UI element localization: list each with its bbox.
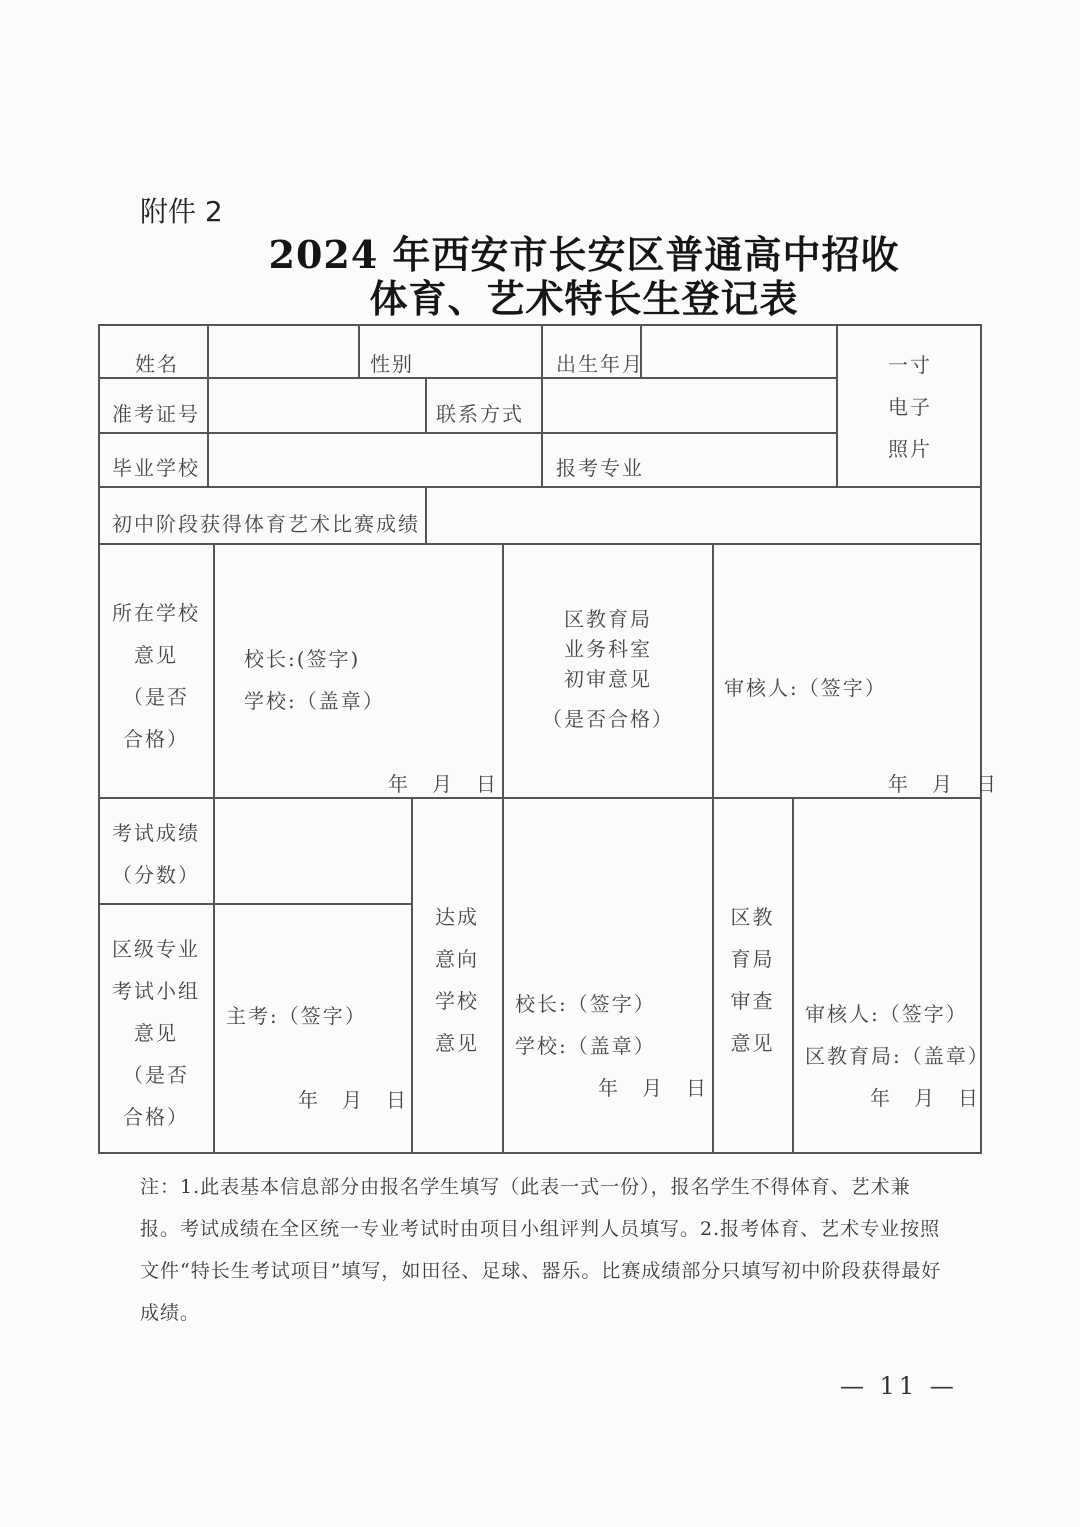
table-rule xyxy=(836,324,838,488)
table-rule xyxy=(541,432,543,488)
table-rule xyxy=(792,797,794,1154)
reviewer-signature: 审核人:（签字） xyxy=(724,676,887,700)
table-rule xyxy=(98,797,982,799)
date-field: 年 月 日 xyxy=(870,1086,980,1110)
target-school-label: 达成 意向 学校 意见 xyxy=(435,905,479,1055)
examiner-signature: 主考:（签字） xyxy=(226,1004,367,1028)
reviewer-signature: 审核人:（签字） xyxy=(805,1002,968,1026)
table-rule xyxy=(98,432,838,434)
school-opinion-label: 所在学校 意见 （是否 合格） xyxy=(112,601,200,751)
table-rule xyxy=(98,377,838,379)
date-field: 年 月 日 xyxy=(298,1088,408,1112)
attachment-label: 附件 2 xyxy=(140,195,223,228)
date-field: 年 月 日 xyxy=(388,772,498,796)
school-label: 毕业学校 xyxy=(112,456,200,480)
table-border xyxy=(98,324,982,326)
exam-id-label: 准考证号 xyxy=(112,402,200,426)
table-rule xyxy=(541,324,543,379)
date-field: 年 月 日 xyxy=(888,772,998,796)
table-rule xyxy=(358,324,360,379)
form-notes: 注：1.此表基本信息部分由报名学生填写（此表一式一份），报名学生不得体育、艺术兼报。考试成绩在全区统一专业考试时由项目小组评判人员填写。2.报考体育、艺术专业按照文件“特长生考试项目”填写，如田径、足球、器乐。比赛成绩部分只填写初中阶段获得最好成绩。 xyxy=(140,1176,942,1324)
bureau-seal: 区教育局:（盖章） xyxy=(805,1044,990,1068)
table-rule xyxy=(541,377,543,434)
contact-label: 联系方式 xyxy=(436,402,524,426)
district-group-label: 区级专业 考试小组 意见 （是否 合格） xyxy=(112,937,200,1129)
school-seal: 学校:（盖章） xyxy=(515,1034,656,1058)
bureau-review-label: 区教 育局 审查 意见 xyxy=(730,905,775,1055)
name-label: 姓名 xyxy=(135,352,179,376)
birth-label: 出生年月 xyxy=(556,352,644,376)
photo-label: 一寸 电子 照片 xyxy=(888,353,932,461)
table-rule xyxy=(98,903,411,905)
achievements-label: 初中阶段获得体育艺术比赛成绩 xyxy=(112,512,420,536)
table-rule xyxy=(425,377,427,434)
bureau-initial-label: 区教育局 业务科室 初审意见 （是否合格） xyxy=(542,607,674,731)
exam-score-label: 考试成绩 （分数） xyxy=(112,821,200,887)
table-rule xyxy=(502,797,504,1154)
major-label: 报考专业 xyxy=(556,456,644,480)
page-number: — 11 — xyxy=(840,1372,958,1400)
table-rule xyxy=(98,543,982,545)
table-rule xyxy=(98,486,982,488)
school-seal: 学校:（盖章） xyxy=(244,689,385,713)
form-title-line1: 2024 年西安市长安区普通高中招收 xyxy=(268,232,900,277)
table-rule xyxy=(213,543,215,1154)
gender-label: 性别 xyxy=(370,352,414,376)
table-rule xyxy=(425,486,427,545)
date-field: 年 月 日 xyxy=(598,1076,708,1100)
principal-signature: 校长:(签字) xyxy=(244,647,361,671)
principal-signature: 校长:（签字） xyxy=(515,992,656,1016)
table-border xyxy=(980,324,982,1154)
table-rule xyxy=(712,543,714,799)
table-border xyxy=(98,1152,982,1154)
table-rule xyxy=(207,324,209,488)
form-title-line2: 体育、艺术特长生登记表 xyxy=(369,276,799,321)
